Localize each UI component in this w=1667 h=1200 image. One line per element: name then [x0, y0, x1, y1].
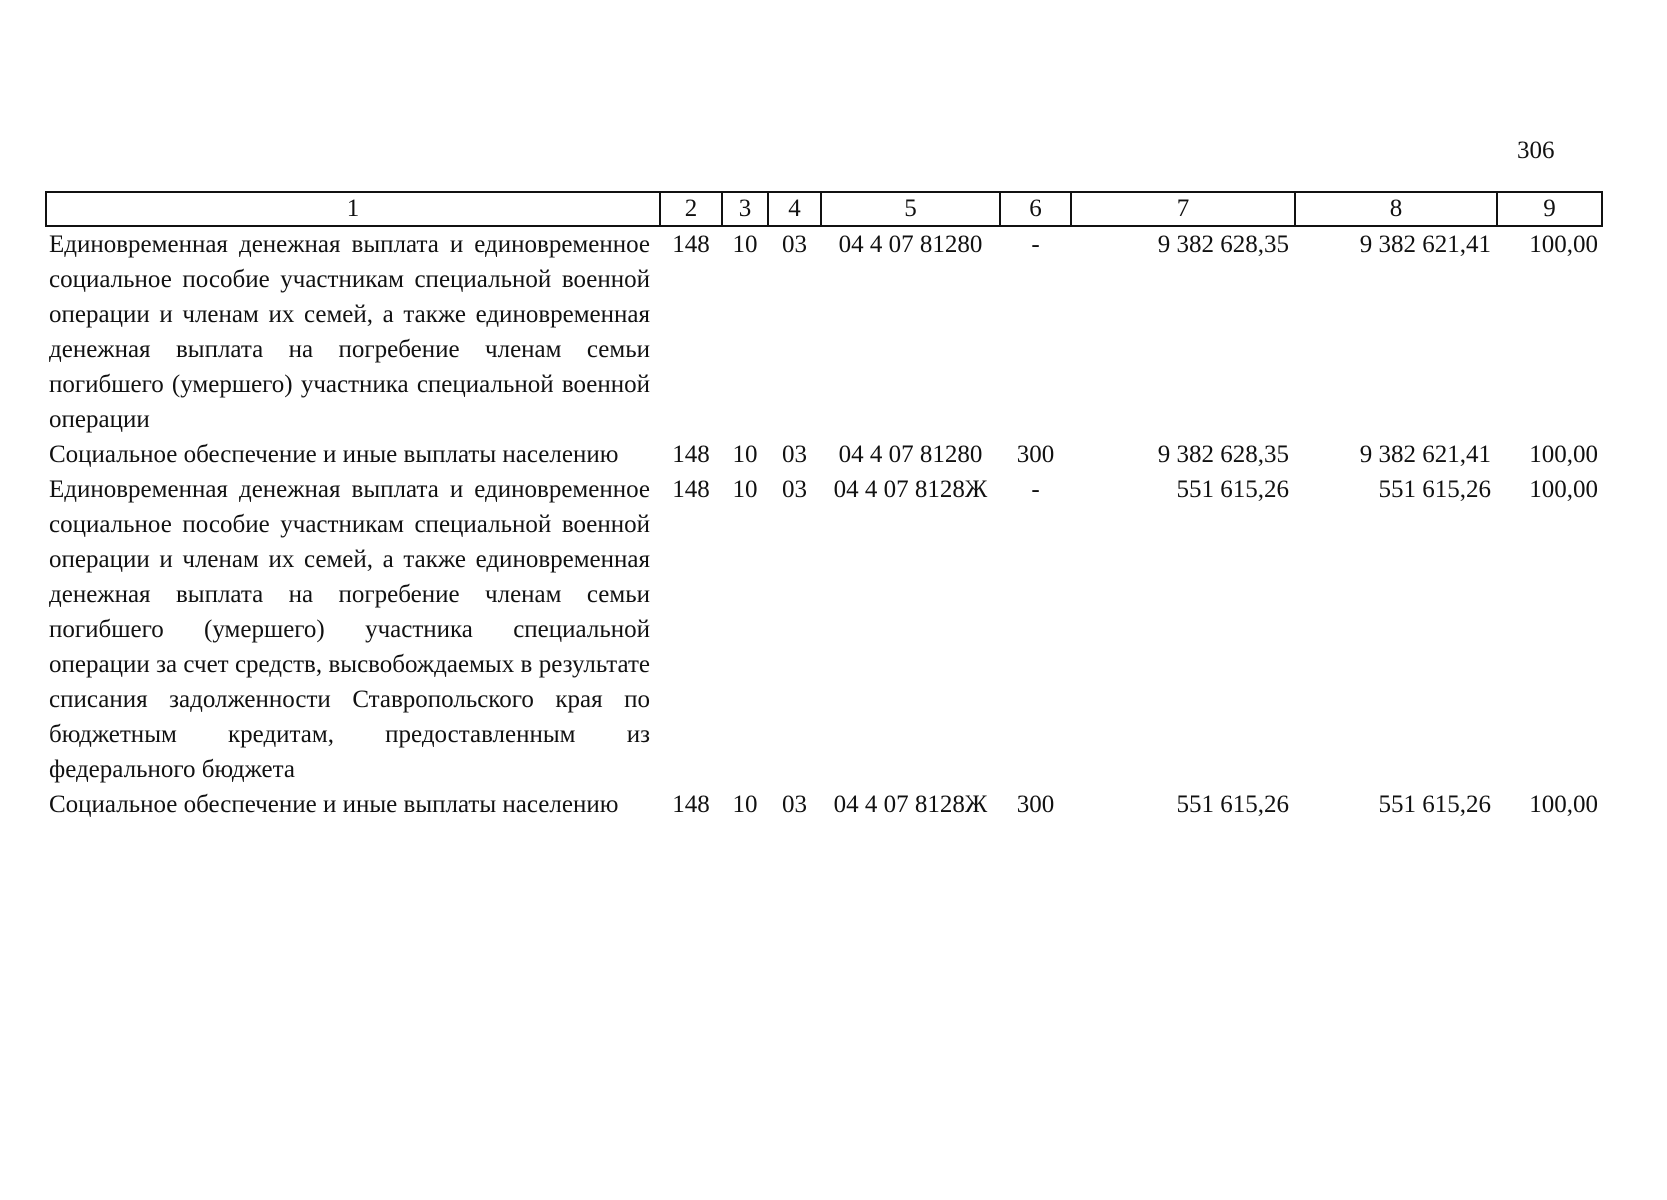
row-description: Социальное обеспечение и иные выплаты населению — [49, 791, 619, 818]
row-col2: 148 — [672, 231, 710, 258]
row-description: Единовременная денежная выплата и единовременное социальное пособие участникам специальной военной операции и членам их семей, а также единовременная денежная выплата на погребение членам семьи погибшего (умершего) участника специальной операции за счет средств, высвобождаемых в результате списания задолженности Ставропольского края по бюджетным кредитам, предоставленным из федерального бюджета — [49, 476, 650, 783]
header-row — [46, 192, 1602, 226]
row-col3: 10 — [732, 231, 758, 258]
row-col6: 300 — [1016, 791, 1055, 818]
row-col3: 10 — [732, 441, 758, 468]
row-col8: 551 615,26 — [1378, 791, 1491, 818]
row-description: Социальное обеспечение и иные выплаты населению — [49, 441, 619, 468]
header-cell-5: 5 — [821, 192, 1000, 226]
row-col6: - — [1031, 231, 1040, 258]
row-col4: 03 — [782, 441, 807, 468]
row-col9: 100,00 — [1529, 791, 1598, 818]
table-row — [46, 787, 1602, 822]
row-col9: 100,00 — [1529, 441, 1598, 468]
row-col4: 03 — [782, 231, 807, 258]
row-col2: 148 — [672, 476, 710, 503]
header-cell-1: 1 — [46, 192, 660, 226]
row-col6: - — [1031, 476, 1040, 503]
table-row — [46, 472, 1602, 787]
header-cell-9: 9 — [1497, 192, 1602, 226]
row-col3: 10 — [732, 476, 758, 503]
row-col7: 551 615,26 — [1176, 476, 1289, 503]
row-col5: 04 4 07 8128Ж — [833, 791, 988, 818]
header-cell-8: 8 — [1295, 192, 1497, 226]
row-col3: 10 — [732, 791, 758, 818]
row-col8: 9 382 621,41 — [1359, 441, 1491, 468]
row-col6: 300 — [1016, 441, 1055, 468]
table-row — [46, 226, 1602, 437]
header-cell-4: 4 — [768, 192, 821, 226]
header-cell-3: 3 — [722, 192, 768, 226]
budget-table — [45, 191, 1603, 822]
row-col8: 9 382 621,41 — [1359, 231, 1491, 258]
row-description: Единовременная денежная выплата и единовременное социальное пособие участникам специальной военной операции и членам их семей, а также единовременная денежная выплата на погребение членам семьи погибшего (умершего) участника специальной военной операции — [49, 231, 650, 433]
header-cell-7: 7 — [1071, 192, 1295, 226]
header-cell-6: 6 — [1000, 192, 1071, 226]
row-col5: 04 4 07 81280 — [838, 231, 983, 258]
row-col4: 03 — [782, 476, 807, 503]
row-col7: 551 615,26 — [1176, 791, 1289, 818]
row-col5: 04 4 07 81280 — [838, 441, 983, 468]
table-row — [46, 437, 1602, 472]
row-col4: 03 — [782, 791, 807, 818]
row-col7: 9 382 628,35 — [1157, 231, 1289, 258]
row-col2: 148 — [672, 441, 710, 468]
row-col9: 100,00 — [1529, 231, 1598, 258]
page-number: 306 — [1517, 137, 1555, 164]
row-col7: 9 382 628,35 — [1157, 441, 1289, 468]
row-col5: 04 4 07 8128Ж — [833, 476, 988, 503]
header-cell-2: 2 — [660, 192, 722, 226]
row-col2: 148 — [672, 791, 710, 818]
row-col9: 100,00 — [1529, 476, 1598, 503]
row-col8: 551 615,26 — [1378, 476, 1491, 503]
